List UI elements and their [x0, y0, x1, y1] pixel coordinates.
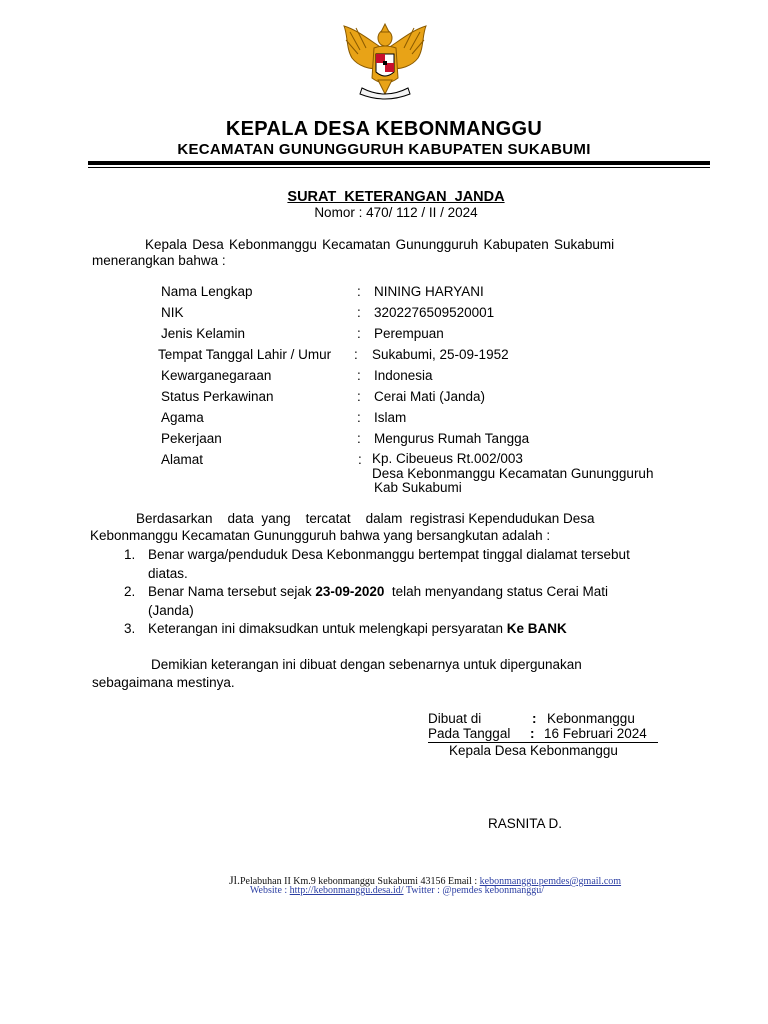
address-line-2: Desa Kebonmanggu Kecamatan Gunungguruh: [372, 465, 654, 481]
field-value: Perempuan: [374, 326, 444, 341]
basis-line-1: Berdasarkan data yang tercatat dalam registrasi Kependudukan Desa: [136, 511, 595, 526]
list-text-bold: Ke BANK: [506, 621, 567, 636]
field-label: Status Perkawinan: [161, 389, 274, 404]
basis-line-2: Kebonmanggu Kecamatan Gunungguruh bahwa yang bersangkutan adalah :: [90, 528, 551, 543]
field-label: Tempat Tanggal Lahir / Umur: [158, 347, 332, 362]
address-line-1: Kp. Cibeueus Rt.002/003: [372, 451, 523, 466]
field-colon: :: [354, 347, 358, 362]
field-label: Agama: [161, 410, 204, 425]
field-row-status: [0, 389, 768, 409]
list-text-cont: (Janda): [148, 602, 194, 618]
field-row-nik: [0, 305, 768, 325]
list-text-cont: diatas.: [148, 565, 188, 581]
list-text: Benar Nama tersebut sejak: [148, 584, 316, 599]
closing-line-2: sebagaimana mestinya.: [92, 675, 235, 690]
field-value-address: [372, 452, 653, 496]
list-item: [92, 583, 672, 620]
signatory-position: Kepala Desa Kebonmanggu: [449, 743, 618, 758]
intro-line-1: Kepala Desa Kebonmanggu Kecamatan Gunungguruh Kabupaten Sukabumi: [145, 237, 615, 252]
date-label: Pada Tanggal: [428, 726, 511, 741]
letter-title-text: SURAT KETERANGAN JANDA: [287, 189, 505, 205]
footer-twitter: Twitter : @pemdes kebonmanggu/: [403, 885, 545, 896]
footer-web: [0, 885, 768, 896]
footer-address-text: Pelabuhan II Km.9 kebonmanggu Sukabumi 43156 Email :: [239, 876, 480, 887]
field-row-nama: [0, 284, 768, 304]
field-value: Sukabumi, 25-09-1952: [372, 347, 509, 362]
letter-number: Nomor : 470/ 112 / II / 2024: [314, 205, 478, 220]
field-colon: :: [357, 389, 361, 404]
list-item: [92, 546, 672, 583]
field-value: NINING HARYANI: [374, 284, 484, 299]
footer-website-label: Website :: [249, 885, 290, 896]
made-at-label: Dibuat di: [428, 711, 482, 726]
list-text-bold-date: 23-09-2020: [315, 584, 385, 599]
field-colon: :: [357, 368, 361, 383]
letterhead-rule-thin: [88, 167, 710, 168]
intro-line-2: menerangkan bahwa :: [92, 253, 226, 268]
list-text: telah menyandang status Cerai Mati: [384, 584, 609, 599]
list-number: 2.: [124, 584, 136, 599]
list-number: 3.: [124, 621, 136, 636]
made-at-colon: :: [532, 711, 537, 726]
statement-list: [92, 546, 672, 639]
field-row-pekerjaan: [0, 431, 768, 451]
field-row-agama: [0, 410, 768, 430]
field-label: Alamat: [161, 452, 204, 467]
garuda-emblem: [336, 20, 434, 104]
letterhead-subtitle: KECAMATAN GUNUNGGURUH KABUPATEN SUKABUMI: [177, 141, 591, 158]
closing-line-1: Demikian keterangan ini dibuat dengan sebenarnya untuk dipergunakan: [151, 657, 582, 672]
footer-address-prefix: Jl.: [228, 873, 240, 887]
field-value: Islam: [374, 410, 407, 425]
made-at-value: Kebonmanggu: [547, 711, 635, 726]
field-row-kewarganegaraan: [0, 368, 768, 388]
letterhead-rule-thick: [88, 161, 710, 165]
field-label: Pekerjaan: [161, 431, 222, 446]
field-colon: :: [358, 452, 362, 467]
date-colon: :: [530, 726, 535, 741]
letter-title: [0, 189, 768, 205]
list-item: [92, 620, 672, 639]
list-number: 1.: [124, 547, 136, 562]
field-colon: :: [357, 410, 361, 425]
letterhead-title: KEPALA DESA KEBONMANGGU: [225, 118, 543, 140]
footer-email-link[interactable]: kebonmanggu.pemdes@gmail.com: [479, 876, 622, 887]
field-colon: :: [357, 284, 361, 299]
field-value: Indonesia: [374, 368, 433, 383]
date-row: [428, 726, 658, 743]
list-text: Keterangan ini dimaksudkan untuk melengkapi persyaratan: [148, 621, 507, 636]
field-value: Mengurus Rumah Tangga: [374, 431, 530, 446]
address-line-3: Kab Sukabumi: [374, 480, 462, 495]
date-value: 16 Februari 2024: [544, 726, 647, 741]
list-text: Benar warga/penduduk Desa Kebonmanggu bertempat tinggal dialamat tersebut: [148, 547, 630, 562]
field-row-jenis-kelamin: [0, 326, 768, 346]
field-row-alamat: [0, 452, 768, 500]
footer-website-link[interactable]: http://kebonmanggu.desa.id/: [289, 885, 404, 896]
field-label: Jenis Kelamin: [161, 326, 246, 341]
field-colon: :: [357, 326, 361, 341]
field-colon: :: [357, 431, 361, 446]
field-value: Cerai Mati (Janda): [374, 389, 486, 404]
field-label: Kewarganegaraan: [161, 368, 272, 383]
field-label: NIK: [161, 305, 184, 320]
field-row-ttl: [0, 347, 768, 367]
field-colon: :: [357, 305, 361, 320]
signatory-name: RASNITA D.: [488, 816, 563, 831]
field-value: 3202276509520001: [374, 305, 495, 320]
field-label: Nama Lengkap: [161, 284, 253, 299]
